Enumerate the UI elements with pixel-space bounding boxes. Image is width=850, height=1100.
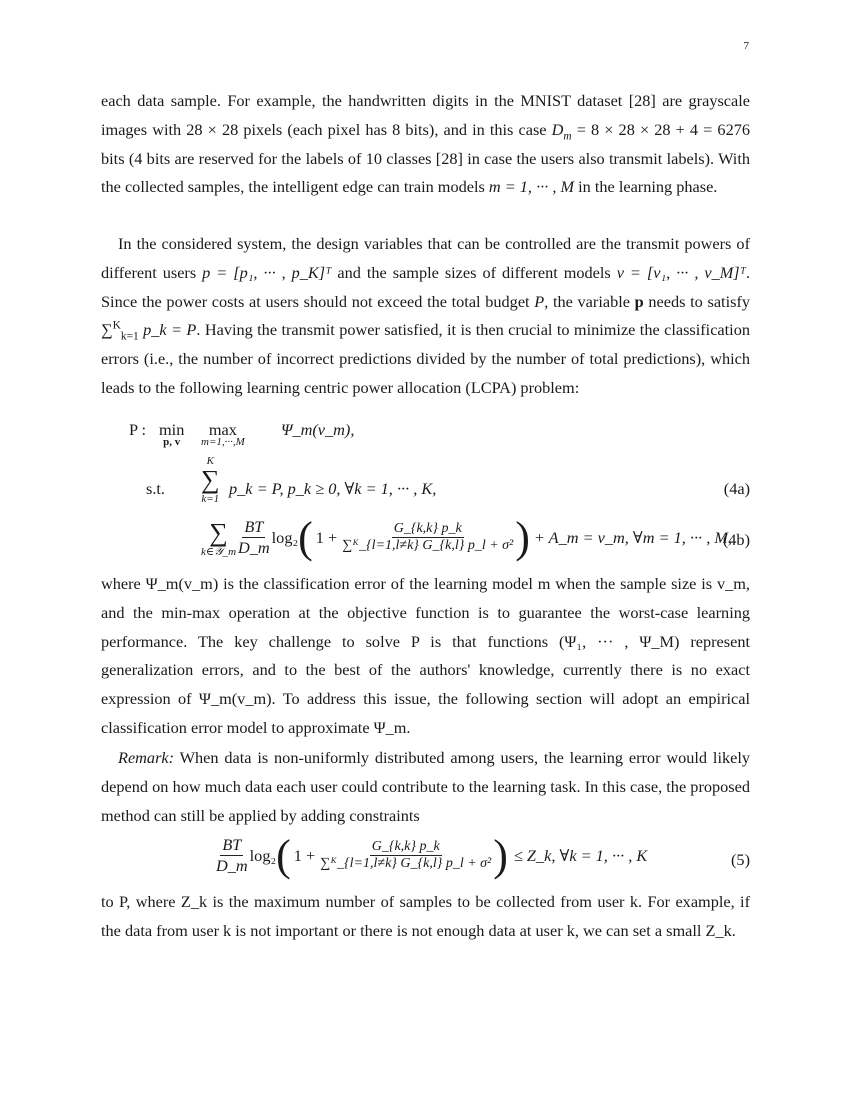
para1-text-2: = 8 × 28 × 28 + 4 = 6276 bits (4 bits are reserved for the labels of 10 classes [28] in case the users also transmit labels). With the collected samples, the intelligent edge can train models: [101, 119, 750, 197]
para2-v-vector: v = [v₁, ··· , v_M]ᵀ: [616, 262, 746, 282]
problem-min: min p, v: [159, 420, 185, 448]
paragraph-2: [101, 230, 750, 403]
paragraph-5: to P, where Z_k is the maximum number of samples to be collected from user k. For example, if the data from user k is not important or there is not enough data at user k, we can set a small Z_k.: [101, 892, 750, 940]
problem-label: P :: [129, 420, 147, 439]
para2-text-2: and the sample sizes of different models: [331, 262, 617, 282]
para2-text-6: . Having the transmit power satisfied, it is then crucial to minimize the classification errors (i.e., the number of incorrect predictions divided by the number of total predictions), which leads to the following learning centric power allocation (LCPA) problem:: [101, 320, 750, 397]
eq-number-4a: (4a): [723, 479, 750, 498]
para2-text-4: , the variable: [544, 291, 635, 311]
para2-p-vector: p = [p₁, ··· , p_K]ᵀ: [202, 262, 332, 282]
paragraph-1: [101, 87, 750, 202]
constraint-4b: [101, 510, 750, 570]
constraint-4a-body: p_k = P, p_k ≥ 0, ∀k = 1, ··· , K,: [229, 479, 437, 498]
page-number: 7: [743, 40, 749, 52]
eq-number-5: (5): [731, 850, 750, 869]
equation-5: [101, 832, 750, 890]
para2-p-bold: p: [634, 291, 644, 311]
para2-text-5: needs to satisfy: [643, 291, 751, 311]
constraint-4a-sum: K ∑ k=1: [201, 455, 220, 506]
st-label: s.t.: [146, 479, 166, 498]
paragraph-4-remark: [101, 744, 750, 830]
constraint-4b-sum: ∑ k∈𝒴_m: [201, 518, 237, 558]
para1-math-m: m = 1, ··· , M: [488, 177, 575, 197]
constraint-4b-expr: $\frac{BT}{D\_m}$ log₂ ( 1 + $\frac{G\_\{k,k\} p\_k}{\text{∑ᴷ\_\{l=1,l≠k\} G\_\{k,l\} p\_l + σ²}}$ ) + A_m = v_m, ∀m = 1, ··· , M,: [238, 513, 732, 562]
paragraph-3: where Ψ_m(v_m) is the classification error of the learning model m when the sample size is v_m, and the min-max operation at the objective function is to guarantee the worst-case learning performance. The key challenge to solve P is that functions (Ψ₁, ··· , Ψ_M) represent generalization errors, and to the best of the authors' knowledge, currently there is no exact expression of Ψ_m(v_m). To address this issue, the following section will adopt an empirical classification error model to approximate Ψ_m.: [101, 574, 750, 737]
problem-max: max m=1,···,M: [201, 420, 245, 448]
problem-objective: [101, 418, 750, 458]
para1-text-1: each data sample. For example, the handwritten digits in the MNIST dataset [28] are grayscale images with 28 × 28 pixels (each pixel has 8 bits), and in this case: [101, 91, 750, 139]
eq-number-4b: (4b): [722, 530, 750, 549]
para2-text-1: In the considered system, the design variables that can be controlled are the transmit powers of different users: [101, 234, 750, 282]
constraint-4a: [101, 455, 750, 515]
para1-math-dm: $D_m$: [551, 119, 572, 143]
remark-label: Remark:: [118, 748, 175, 767]
para2-budget-P: P: [534, 291, 545, 311]
remark-text: When data is non-uniformly distributed among users, the learning error would likely depend on how much data each user could contribute to the learning task. In this case, the proposed method can still be applied by adding constraints: [101, 748, 750, 825]
para2-inline-sum: ∑$^K_{k=1}$ p_k = P: [101, 319, 197, 343]
para2-text-3: . Since the power costs at users should not exceed the total budget: [101, 262, 751, 311]
problem-objective-expr: Ψ_m(v_m),: [281, 420, 355, 439]
equation-5-expr: $\frac{BT}{D\_m}$ log₂ ( 1 + $\frac{G\_\{k,k\} p\_k}{\text{∑ᴷ\_\{l=1,l≠k\} G\_\{k,l\} p\_l + σ²}}$ ) ≤ Z_k, ∀k = 1, ··· , K: [216, 831, 648, 880]
para1-text-3: in the learning phase.: [574, 177, 718, 197]
